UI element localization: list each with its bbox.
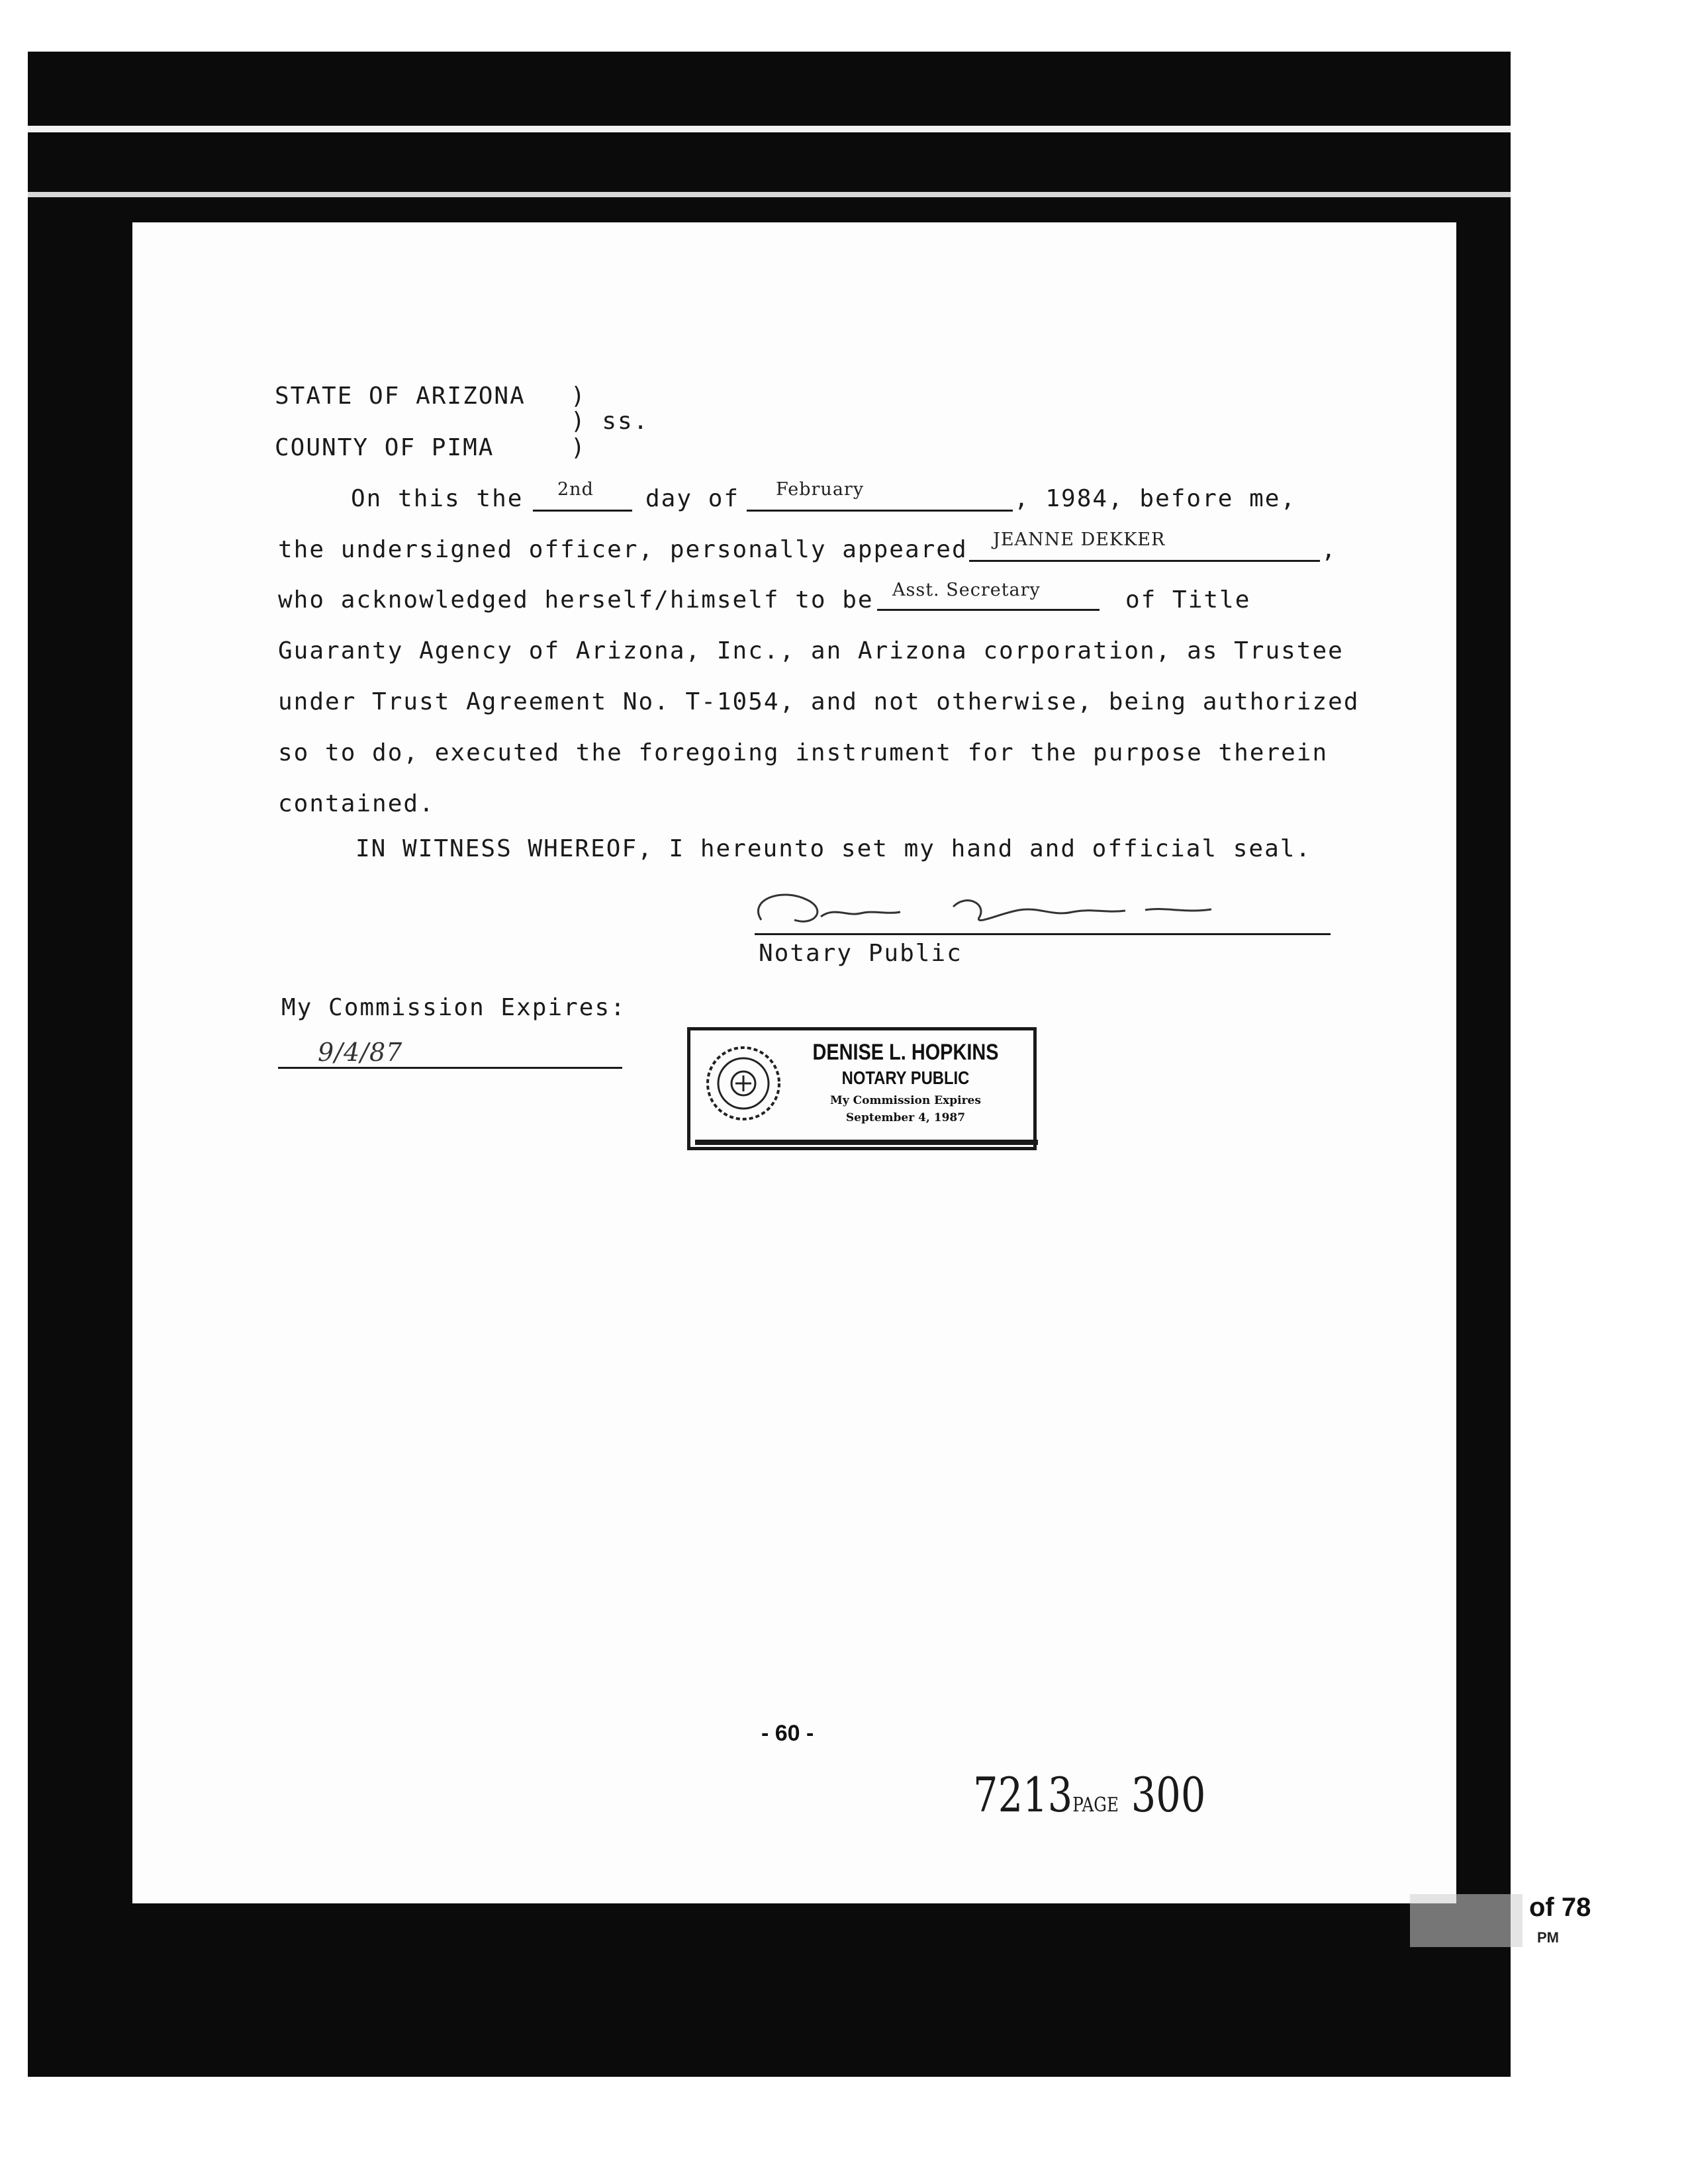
- commission-line: [278, 1067, 622, 1069]
- body-text: the undersigned officer, personally appeared: [278, 536, 968, 563]
- stamp-title: NOTARY PUBLIC: [841, 1068, 970, 1088]
- signature-line: [755, 933, 1331, 935]
- month-value: February: [776, 479, 865, 500]
- recording-page-label: PAGE: [1072, 1794, 1119, 1817]
- body-text: under Trust Agreement No. T-1054, and not otherwise, being authorized: [278, 688, 1360, 715]
- stamp-name: DENISE L. HOPKINS: [812, 1040, 999, 1065]
- name-blank-line: [969, 560, 1320, 562]
- body-text: On this the: [351, 485, 524, 512]
- commission-label: My Commission Expires:: [281, 994, 626, 1021]
- venue-paren: ): [571, 434, 586, 461]
- month-blank-line: [747, 510, 1013, 512]
- recording-docket: 7213: [973, 1767, 1073, 1823]
- time-suffix: PM: [1537, 1929, 1559, 1946]
- notary-seal-icon: [704, 1044, 783, 1123]
- venue-paren: ): [571, 383, 586, 410]
- notary-signature: [735, 880, 1331, 940]
- body-text: contained.: [278, 790, 435, 817]
- day-blank-line: [533, 510, 632, 512]
- body-text: day of: [645, 485, 740, 512]
- body-text: so to do, executed the foregoing instrument for the purpose therein: [278, 739, 1329, 766]
- title-blank-line: [877, 609, 1100, 611]
- county-label: COUNTY OF PIMA: [275, 434, 494, 461]
- stamp-expiry: September 4, 1987: [845, 1111, 966, 1124]
- body-text: who acknowledged herself/himself to be: [278, 586, 874, 614]
- notary-stamp: [687, 1027, 1037, 1150]
- notary-public-label: Notary Public: [759, 940, 962, 967]
- body-text: Guaranty Agency of Arizona, Inc., an Arizona corporation, as Trustee: [278, 637, 1344, 664]
- body-text: of Title: [1125, 586, 1251, 614]
- body-text: , 1984, before me,: [1014, 485, 1297, 512]
- commission-date: 9/4/87: [318, 1038, 403, 1067]
- page-number: - 60 -: [761, 1721, 814, 1746]
- witness-clause: IN WITNESS WHEREOF, I hereunto set my hand and official seal.: [355, 835, 1312, 862]
- recording-number: [973, 1767, 1205, 1823]
- state-label: STATE OF ARIZONA: [275, 383, 526, 410]
- officer-title: Asst. Secretary: [892, 580, 1041, 600]
- scan-strip-line: [28, 192, 1511, 197]
- ss-label: ) ss.: [571, 408, 649, 435]
- scan-strip-line: [28, 126, 1511, 132]
- stamp-shadow: [695, 1140, 1038, 1145]
- body-text: ,: [1321, 536, 1337, 563]
- appeared-name: JEANNE DEKKER: [993, 529, 1166, 550]
- stamp-commission: My Commission Expires: [830, 1094, 981, 1107]
- day-value: 2nd: [557, 479, 594, 500]
- page-of-total: of 78: [1529, 1893, 1591, 1922]
- recording-page: 300: [1131, 1767, 1206, 1823]
- obscured-page-info: [1410, 1894, 1523, 1947]
